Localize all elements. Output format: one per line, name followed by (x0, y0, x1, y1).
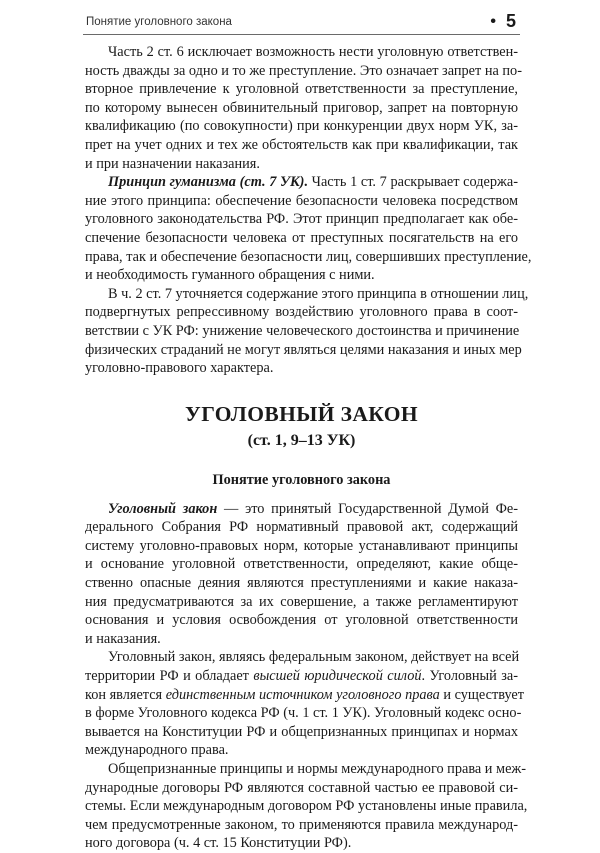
text-line (85, 686, 525, 705)
paragraph-humanism-principle (85, 173, 532, 285)
page-number: 5 (505, 11, 516, 31)
page-body (85, 43, 532, 853)
text-line (85, 500, 518, 519)
text-line: ность дважды за одно и то же преступление. Это означает запрет на по- (85, 62, 522, 79)
text-line: В ч. 2 ст. 7 уточняется содержание этого принципа в отношении лиц, (108, 285, 529, 302)
text-line: физических страданий не могут являться целями наказания и иных мер (85, 341, 522, 358)
text-line: права, так и обеспечение безопасности лиц, совершивших преступление, (85, 248, 532, 265)
text-line: Часть 2 ст. 6 исключает возможность нести уголовную ответствен- (108, 44, 518, 60)
text-line: и необходимость гуманного обращения с ними. (85, 267, 375, 284)
paragraph-federal-law (85, 648, 525, 760)
term-humanism: Принцип гуманизма (ст. 7 УК). (108, 174, 309, 191)
text-line: вывается на Конституции РФ и общепризнанных принципах и нормах (85, 723, 518, 740)
running-header-title: Понятие уголовного закона (86, 16, 232, 28)
text-line: прет на учет одних и тех же обстоятельств как при квалификации, так (85, 136, 518, 153)
section-heading: Понятие уголовного закона (212, 471, 391, 488)
chapter-title: УГОЛОВНЫЙ ЗАКОН (185, 401, 418, 426)
emphasis-text: единственным источником уголовного права (165, 686, 440, 703)
text-run: Часть 1 ст. 7 раскрывает содержа- (308, 174, 518, 191)
text-run: территории РФ и обладает (85, 668, 254, 685)
text-line: квалификацию (по совокупности) при конкуренции двух норм УК, за- (85, 118, 518, 135)
text-line: систему уголовно-правовых норм, которые устанавливают принципы (85, 537, 518, 554)
text-line: ственно опасные деяния являются преступлениями и какие наказа- (85, 575, 518, 592)
text-line: международного права. (85, 742, 229, 759)
text-line: Общепризнанные принципы и нормы международного права и меж- (108, 761, 527, 777)
chapter-subtitle: (ст. 1, 9–13 УК) (247, 431, 356, 449)
text-line: Уголовный закон, являясь федеральным законом, действует на всей (108, 649, 520, 666)
paragraph-ne-bis-in-idem (85, 43, 522, 173)
text-line: по которому вынесен обвинительный приговор, запрет на повторную (85, 99, 518, 116)
text-line: ветствии с УК РФ: унижение человеческого достоинства и причинение (85, 322, 520, 339)
text-line: подвергнутых репрессивному воздействию уголовного права в соот- (85, 304, 518, 321)
text-run: — это принятый Государственной Думой Фе- (217, 500, 519, 517)
bullet-glyph: • (490, 13, 496, 30)
text-line: дународные договоры РФ являются составной частью ее правовой си- (85, 779, 518, 796)
text-line: вторное привлечение к уголовной ответственности за преступление, (85, 81, 518, 98)
text-line: стемы. Если международным договором РФ установлены иные правила, (85, 798, 528, 815)
paragraph-humanism-part2 (85, 285, 529, 378)
text-line: ного договора (ч. 4 ст. 15 Конституции РФ). (85, 835, 352, 852)
text-line: и основание уголовной ответственности, определяют, какие обще- (85, 556, 518, 573)
text-line (85, 173, 518, 192)
emphasis-text: высшей юридической силой (253, 668, 422, 685)
text-line: ние этого принципа: обеспечение безопасности человека посредством (85, 192, 518, 209)
text-line: и при назначении наказания. (85, 155, 260, 172)
text-line: дерального Собрания РФ нормативный правовой акт, содержащий (85, 519, 518, 536)
text-run: и существует (439, 686, 525, 703)
text-run: . Уголовный за- (421, 668, 518, 685)
page-number-area (490, 11, 516, 32)
text-line: ния предусматриваются за их совершение, а также регламентируют (85, 593, 518, 610)
paragraph-international-law (85, 760, 528, 853)
text-run: кон является (85, 686, 166, 703)
running-header (83, 12, 520, 35)
paragraph-criminal-law-definition (85, 500, 518, 649)
term-criminal-law: Уголовный закон (108, 500, 218, 517)
text-line: в форме Уголовного кодекса РФ (ч. 1 ст. 1 УК). Уголовный кодекс осно- (85, 705, 522, 722)
text-line: и наказания. (85, 630, 161, 647)
text-line: основания и условия освобождения от уголовной ответственности (85, 612, 518, 629)
text-line: спечение безопасности человека от преступных посягательств на его (85, 229, 518, 246)
text-line: чем предусмотренные законом, то применяются правила международ- (85, 816, 518, 833)
text-line (85, 667, 518, 686)
text-line: уголовно-правового характера. (85, 360, 274, 377)
text-line: уголовного законодательства РФ. Этот принцип предполагает как обе- (85, 211, 518, 228)
